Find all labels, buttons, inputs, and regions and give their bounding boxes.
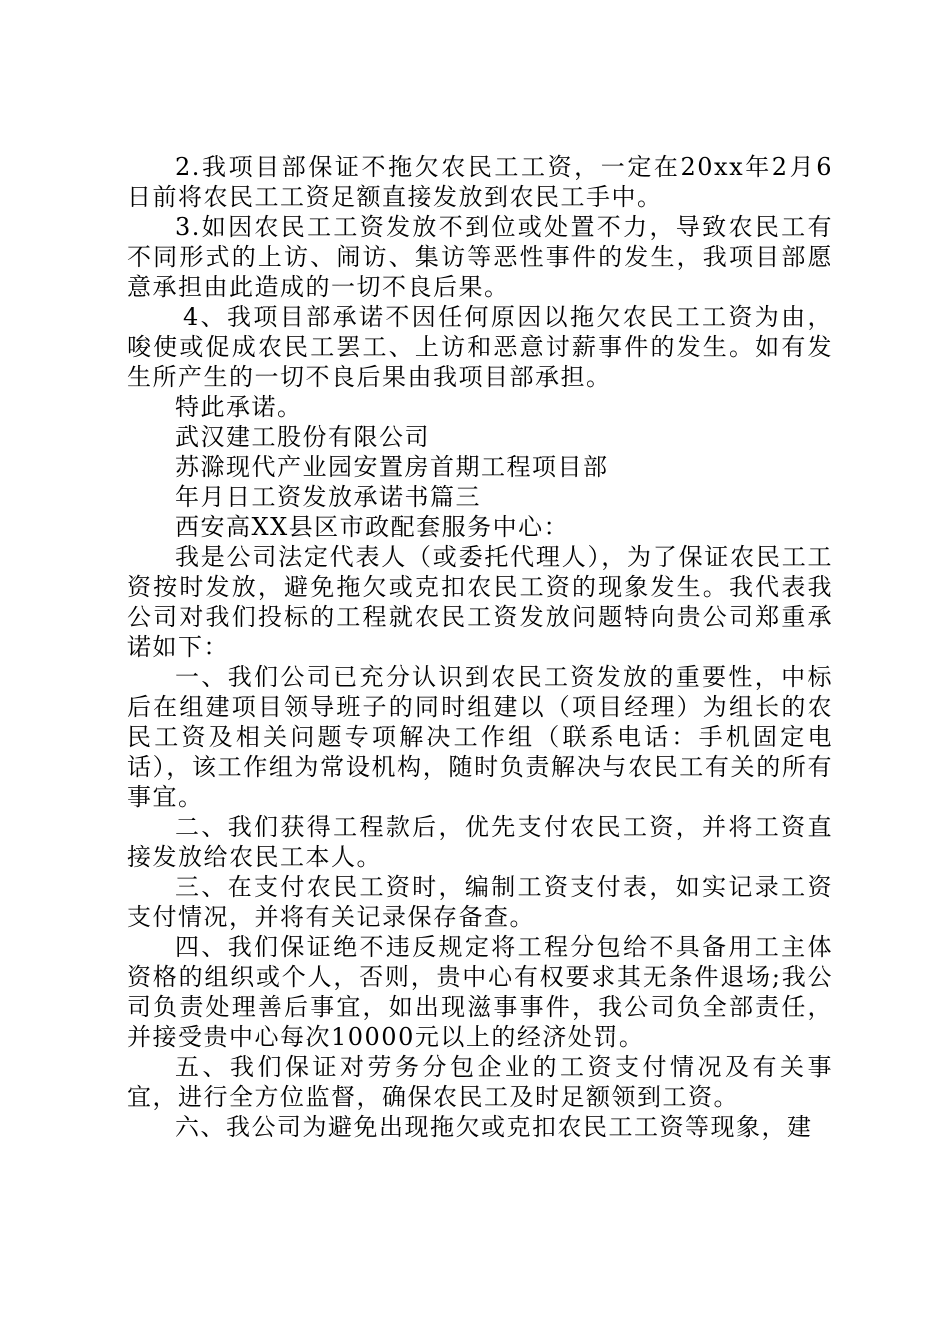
- document-body: [127, 152, 833, 1142]
- commitment-item-1: 一、我们公司已充分认识到农民工资发放的重要性，中标后在组建项目领导班子的同时组建以（项目经理）为组长的农民工资及相关问题专项解决工作组（联系电话：手机固定电话），该工作组为常设机构，随时负责解决与农民工有关的所有事宜。: [127, 663, 833, 811]
- paragraph-item-2: 2.我项目部保证不拖欠农民工工资，一定在20xx年2月6日前将农民工工资足额直接发放到农民工手中。: [127, 153, 833, 211]
- commitment-item-4: 四、我们保证绝不违反规定将工程分包给不具备用工主体资格的组织或个人，否则，贵中心有权要求其无条件退场;我公司负责处理善后事宜，如出现滋事事件，我公司负全部责任，并接受贵中心每次10000元以上的经济处罚。: [127, 933, 833, 1051]
- addressee: 西安高XX县区市政配套服务中心：: [175, 513, 570, 541]
- commitment-item-5: 五、我们保证对劳务分包企业的工资支付情况及有关事宜，进行全方位监督，确保农民工及时足额领到工资。: [127, 1053, 833, 1111]
- section-heading: 年月日工资发放承诺书篇三: [175, 483, 481, 511]
- commitment-item-3: 三、在支付农民工资时，编制工资支付表，如实记录工资支付情况，并将有关记录保存备查。: [127, 873, 833, 931]
- paragraph-item-3: 3.如因农民工工资发放不到位或处置不力，导致农民工有不同形式的上访、闹访、集访等恶性事件的发生，我项目部愿意承担由此造成的一切不良后果。: [127, 213, 833, 301]
- company-name: 武汉建工股份有限公司: [175, 423, 430, 451]
- commitment-item-2: 二、我们获得工程款后，优先支付农民工资，并将工资直接发放给农民工本人。: [127, 813, 833, 871]
- closing-statement: 特此承诺。: [175, 393, 303, 421]
- project-department: 苏滁现代产业园安置房首期工程项目部: [175, 453, 609, 481]
- commitment-item-6: 六、我公司为避免出现拖欠或克扣农民工工资等现象，建: [175, 1113, 813, 1141]
- intro-paragraph: 我是公司法定代表人（或委托代理人），为了保证农民工工资按时发放，避免拖欠或克扣农民工资的现象发生。我代表我公司对我们投标的工程就农民工资发放问题特向贵公司郑重承诺如下：: [127, 543, 833, 661]
- paragraph-item-4: 4、我项目部承诺不因任何原因以拖欠农民工工资为由，唆使或促成农民工罢工、上访和恶意讨薪事件的发生。如有发生所产生的一切不良后果由我项目部承担。: [127, 303, 833, 391]
